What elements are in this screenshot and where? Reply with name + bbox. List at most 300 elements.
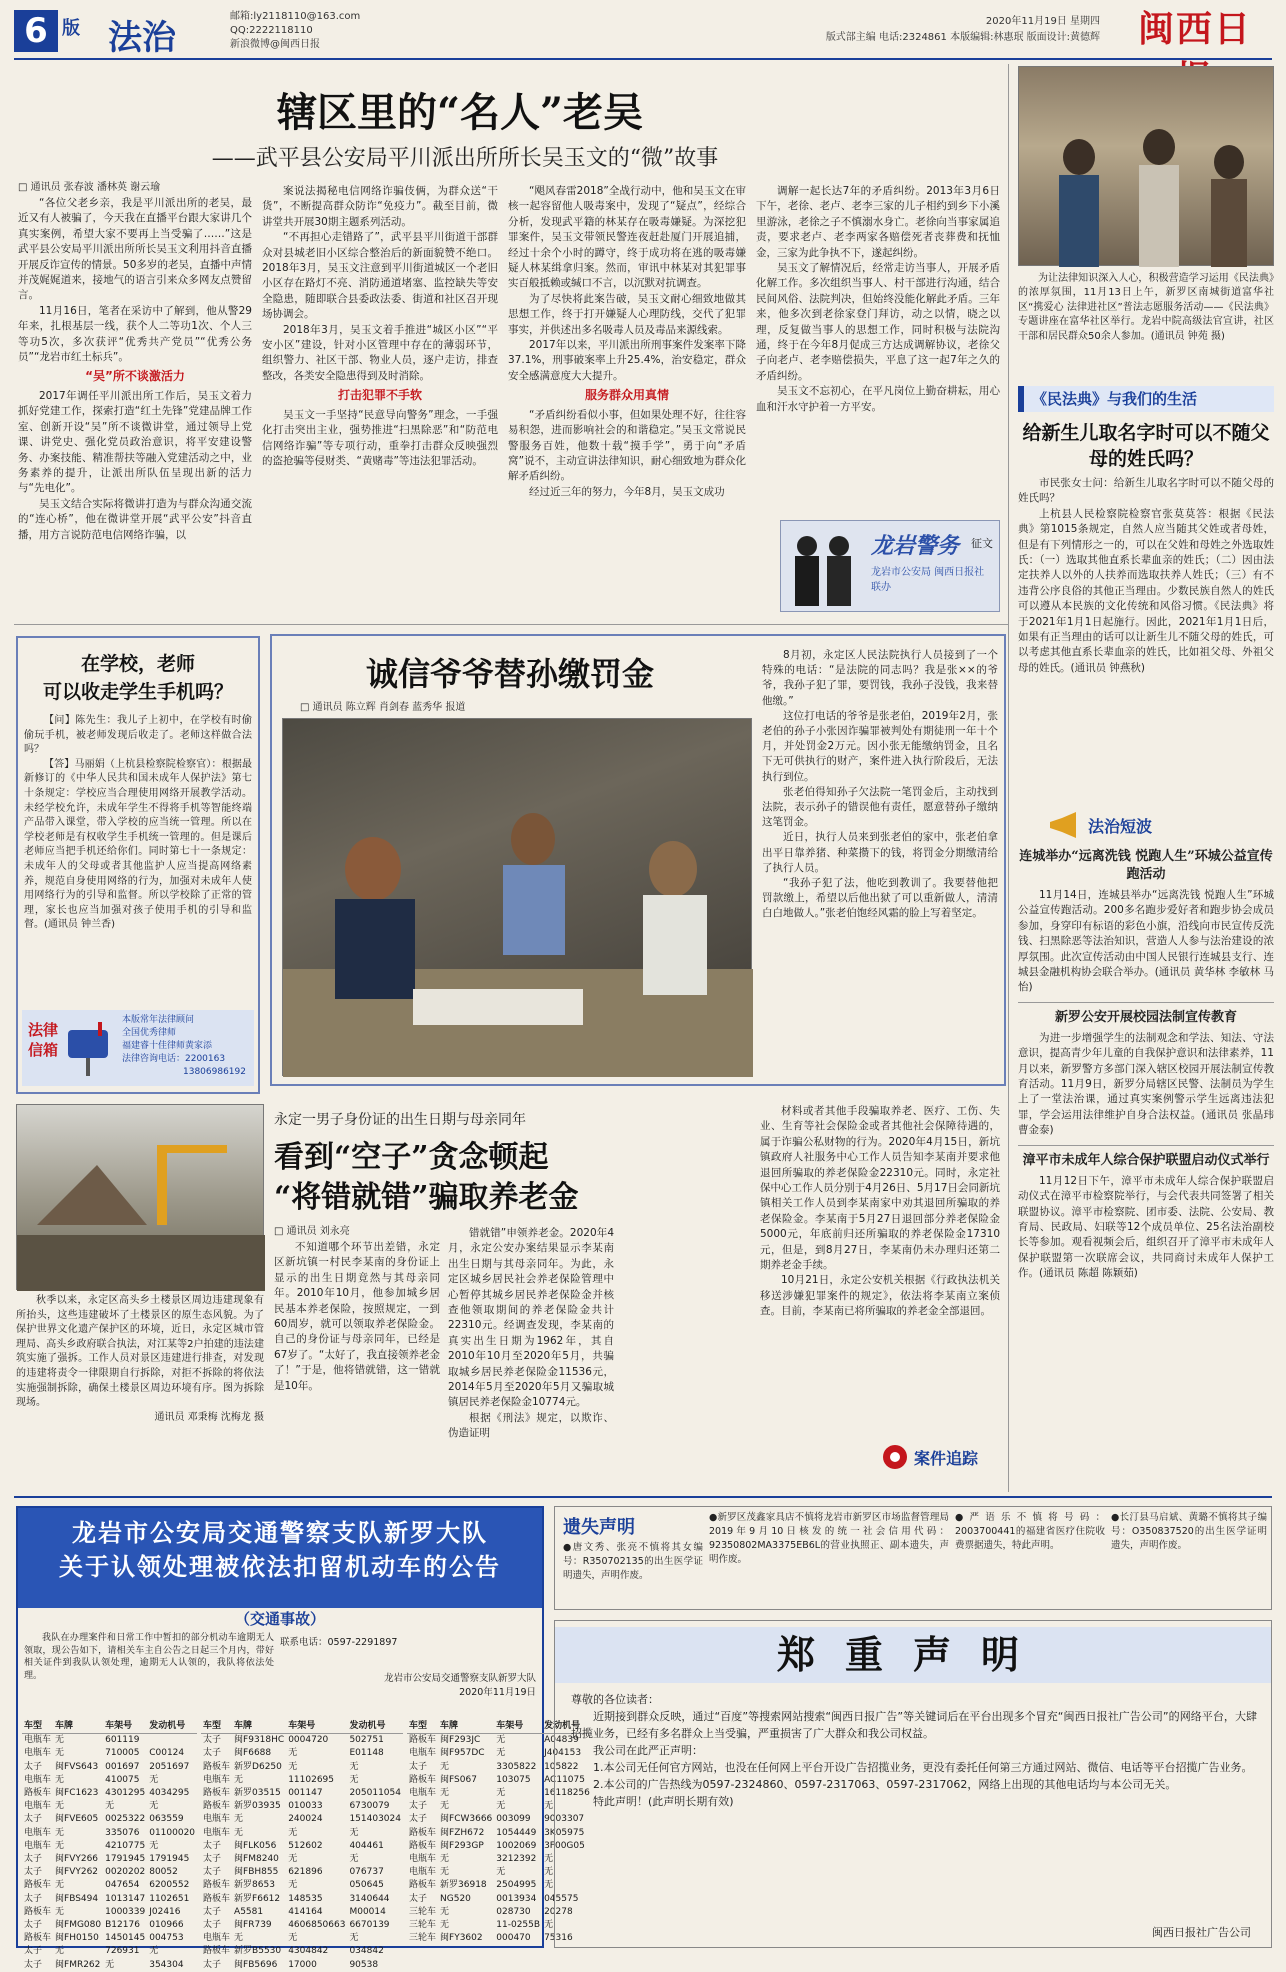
- table-cell: 闽F293JC: [440, 1735, 481, 1746]
- table-cell: 无: [288, 1761, 298, 1772]
- feature-title: 诚信爷爷替孙缴罚金: [365, 655, 654, 693]
- table-cell: 无: [55, 1801, 65, 1812]
- table-cell: 电瓶车: [24, 1827, 52, 1838]
- table-row: [201, 1787, 403, 1800]
- case-column-1: [274, 1240, 440, 1484]
- notice-intro-text: 我队在办理案件和日常工作中暂扣的部分机动车逾期无人领取，现公告如下，请相关车主自公告之日起三个月内，带好相关证件到我队认领处理，逾期无人认领的，我队将依法处理。: [24, 1633, 274, 1681]
- table-cell: 闽F6688: [234, 1748, 272, 1759]
- table-cell: 路板车: [203, 1893, 231, 1904]
- table-row: [201, 1919, 403, 1932]
- lead-p10: 为了尽快将此案告破，吴玉文耐心细致地做其思想工作，终于打开嫌疑人心理防线，交代了犯罪事实，并供述出多名吸毒人员及毒品来源线索。: [508, 292, 746, 336]
- table-cell: 闽FZH672: [440, 1827, 485, 1838]
- table-cell: 无: [288, 1933, 298, 1944]
- table-cell: 路板车: [409, 1880, 437, 1891]
- civil-code-body: [1018, 476, 1274, 806]
- table-cell: 电瓶车: [24, 1801, 52, 1812]
- col-header-plate: 车牌: [232, 1720, 286, 1734]
- table-cell: 502751: [349, 1735, 384, 1746]
- law-mailbox-ad: [22, 1010, 254, 1086]
- table-row: [22, 1945, 197, 1958]
- lost-item-text: ●唐文秀、张亮不慎将其女编号：R350702135的出生医学证明遗失，声明作废。: [563, 1542, 703, 1581]
- table-cell: 太子: [24, 1854, 43, 1865]
- lead-p16: 吴玉文不忘初心，在平凡岗位上勤奋耕耘，用心血和汗水守护着一方平安。: [756, 385, 1000, 413]
- table-cell: 路板车: [409, 1840, 437, 1851]
- case-column-2: [448, 1226, 614, 1484]
- table-cell: 410075: [105, 1774, 140, 1785]
- mailbox-icon: [64, 1018, 114, 1078]
- issue-date: 2020年11月19日 星期四: [985, 16, 1100, 27]
- table-row: [22, 1906, 197, 1919]
- table-cell: 无: [440, 1906, 450, 1917]
- short-news-body: 11月14日，连城县举办“远离洗钱 悦跑人生”环城公益宣传跑活动。200多名跑步爱好者和跑步协会成员参加，身穿印有标语的彩色小旗，沿线向市民宣传反洗钱、扫黑除恶等法治知识，营造人人参与法治建设的浓厚氛围。此次宣传活动由中国人民银行连城县支行、连城县金融机构协会联合举办。(通讯员 黄华林 李敏林 马怡): [1018, 889, 1274, 994]
- table-cell: 063559: [149, 1814, 184, 1825]
- table-cell: 414164: [288, 1906, 323, 1917]
- demolition-credit: 通讯员 邓秉梅 沈梅龙 摄: [154, 1411, 264, 1423]
- table-cell: 太子: [24, 1761, 43, 1772]
- table-cell: 205011054: [349, 1788, 401, 1799]
- issue-meta: [720, 14, 1100, 46]
- table-cell: 6670139: [349, 1920, 390, 1931]
- table-cell: 3140644: [349, 1893, 390, 1904]
- table-cell: 无: [496, 1735, 506, 1746]
- police-badge-sub: 龙岩市公安局 闽西日报社 联办: [871, 567, 985, 593]
- table-cell: 无: [55, 1735, 65, 1746]
- ad-line-4: 法律咨询电话：2200163: [122, 1054, 226, 1064]
- table-cell: 太子: [203, 1840, 222, 1851]
- lost-item-1: [563, 1541, 703, 1609]
- table-cell: 621896: [288, 1867, 323, 1878]
- feature-text: [762, 648, 998, 1078]
- table-cell: 太子: [409, 1761, 428, 1772]
- table-row: [201, 1840, 403, 1853]
- mid-rule: [14, 624, 1008, 625]
- solemn-p4: 2.本公司的广告热线为0597-2324860、0597-2317063、0597-2317062，网络上出现的其他电话均与本公司无关。: [593, 1778, 1177, 1791]
- civil-code-answer: 上杭县人民检察院检察官张莫莫答：根据《民法典》第1015条规定，自然人应当随其父姓或者母姓，但是有下列情形之一的，可以在父姓和母姓之外选取姓氏：（一）选取其他直系长辈血亲的姓氏；（二）因由法定扶养人以外的人扶养而选取扶养人姓氏；（三）有不违背公序良俗的其他正当理由。少数民族自然人的姓氏可以遵从本民族的文化传统和风俗习惯。《民法典》将于2021年1月1日起施行。因此，2021年1月1日后，如果有正当理由的话可以让新生儿不随父母的姓氏，可以考虑其他直系长辈血亲的姓氏，比如祖父母、外祖父母的姓氏。(通讯员 钟燕秋): [1018, 507, 1274, 674]
- case-p2: 错就错”申领养老金。2020年4月，永定公安办案结果显示李某南出生日期与其母亲同年。为此，永定区城乡居民社会养老保险管理中心暂停其城乡居民养老保险金并核查他领取期间的养老保险金共计22310元。经调查发现，李某南的真实出生日期为1962年，其自2010年10月至2020年5月，共骗取城乡居民养老保险金11536元，2014年5月至2020年5月又骗取城镇居民养老保险金10774元。: [448, 1227, 614, 1409]
- table-cell: 路板车: [409, 1735, 437, 1746]
- qa-answer: 【答】马丽娟（上杭县检察院检察官）：根据最新修订的《中华人民共和国未成年人保护法》第七十条规定：学校应当合理使用网络开展教学活动。未经学校允许，未成年学生不得将手机等智能终端产品带入课堂，带入学校的应当统一管理。所以在学校老师是有权收学生手机统一管理的。但是课后老师应当把手机还给你们。同时第七十一条规定：未成年人的父母或者其他监护人应当提高网络素养，规范自身使用网络的行为，加强对未成年人使用网络行为的引导和监督。所以学校除了正常的管理，家长也应当加强对孩子使用手机的引导和监督。(通讯员 钟兰香): [24, 758, 252, 931]
- notice-date: 2020年11月19日: [459, 1687, 536, 1698]
- table-cell: 路板车: [24, 1880, 52, 1891]
- contact-email: 邮箱:ly2118110@163.com: [230, 11, 361, 22]
- table-cell: 闽FBS494: [55, 1893, 99, 1904]
- table-cell: 路板车: [203, 1788, 231, 1799]
- qa-title-line1: 在学校，老师: [80, 653, 195, 675]
- vehicle-table-1: [22, 1720, 197, 1972]
- table-row: [22, 1747, 197, 1760]
- lead-p1: “各位父老乡亲，我是平川派出所的老吴，最近又有人被骗了，今天我在直播平台跟大家讲几个真实案例，希望大家不要再上当受骗了……”这是武平县公安局平川派出所所长吴玉文利用抖音直播开展反诈宣传的情景。50多岁的老吴，直播中声情并茂娓娓道来，接地气的语言引来众多网友点赞留言。: [18, 197, 252, 302]
- table-cell: 路板车: [203, 1880, 231, 1891]
- notice-signer: 龙岩市公安局交通警察支队新罗大队: [383, 1673, 536, 1684]
- table-cell: 无: [349, 1774, 359, 1785]
- table-row: [22, 1893, 197, 1906]
- table-cell: 无: [234, 1827, 244, 1838]
- ad-line-3: 福建睿十佳律师黄家添: [122, 1041, 213, 1051]
- table-cell: 太子: [24, 1959, 43, 1970]
- qa-body: [24, 714, 252, 972]
- table-cell: 路板车: [203, 1761, 231, 1772]
- table-cell: 闽FC1623: [55, 1788, 99, 1799]
- police-column-badge: [780, 520, 1000, 612]
- table-cell: 三轮车: [409, 1906, 437, 1917]
- table-cell: 路板车: [24, 1933, 52, 1944]
- notice-subtitle: （交通事故）: [234, 1610, 325, 1628]
- table-row: [22, 1866, 197, 1879]
- lead-p9: “飓风春雷2018”全战行动中，他和吴玉文在审核一起容留他人吸毒案中，发现了“疑点”，经综合分析，发现武平籍的林某存在吸毒嫌疑。为深挖犯罪案件，吴玉文带领民警连夜赶赴厦门开展追捕，经过十余个小时的蹲守，终于成功将在逃的吸毒嫌疑人林某缉拿归案。然而，审讯中林某对其犯罪事实百般抵赖或缄口不言，以沉默对抗调查。: [508, 185, 746, 290]
- feature-p1: 8月初，永定区人民法院执行人员接到了一个特殊的电话：“是法院的同志吗？我是张××的爷爷，我孙子犯了罪，要罚钱，我孙子没钱，我来替他缴。”: [762, 649, 998, 707]
- table-row: [201, 1827, 403, 1840]
- feature-photo: [282, 718, 752, 1076]
- table-cell: 1102651: [149, 1893, 190, 1904]
- table-cell: 3F00G05: [544, 1840, 585, 1851]
- lead-p13: 经过近三年的努力，今年8月，吴玉文成功: [529, 485, 725, 498]
- table-cell: 新罗36918: [440, 1880, 487, 1891]
- table-cell: 新罗03935: [234, 1801, 281, 1812]
- table-cell: 354304: [149, 1959, 184, 1970]
- table-cell: 闽FR739: [234, 1920, 272, 1931]
- table-cell: 001697: [105, 1761, 140, 1772]
- notice-contact: 联系电话：0597-2291897: [280, 1637, 398, 1648]
- right-column-rule: [1008, 64, 1009, 1492]
- ads-rule: [14, 1496, 1272, 1498]
- table-cell: 4606850663: [288, 1920, 346, 1931]
- short-news-body: 为进一步增强学生的法制观念和学法、知法、守法意识，提高青少年儿童的自我保护意识和法律素养，11月以来，新罗警方多部门深入辖区校园开展法制宣传教育活动。11月9日，新罗分局辖区民警、法制员为学生上了一堂法治课，通过真实案例警示学生远离违法犯罪，学会运用法律维护自身合法权益。(通讯员 张晶玮 曹金泰): [1018, 1031, 1274, 1137]
- table-cell: 6200552: [149, 1880, 190, 1891]
- short-news-title: 新罗公安开展校园法制宣传教育: [1054, 1009, 1237, 1025]
- editor-credits: 版式部主编 电话:2324861 本版编辑:林惠珉 版面设计:黄德辉: [825, 32, 1100, 43]
- table-cell: 无: [496, 1867, 506, 1878]
- demolition-caption-text: 秋季以来，永定区高头乡土楼景区周边违建现象有所抬头，这些违建破坏了土楼景区的原生态风貌。为了保护世界文化遗产保护区的环境，近日，永定区城市管理局、高头乡政府联合执法，对江某等2户拍建的违法建筑实施了强拆。工作人员对景区违建进行排查，对发现的违建将责令一律限期自行拆除，对拒不拆除的将依法实施强制拆除，确保土楼景区周边环境有序。图为拆除现场。: [16, 1295, 264, 1409]
- table-cell: 无: [149, 1840, 159, 1851]
- divider: [1018, 1145, 1274, 1146]
- table-row: [22, 1761, 197, 1774]
- lead-column-2: [262, 184, 498, 616]
- case-tracking-badge: [880, 1438, 1000, 1478]
- notice-header: [18, 1508, 542, 1608]
- table-cell: 无: [349, 1854, 359, 1865]
- short-news-title: 连城举办“远离洗钱 悦跑人生”环城公益宣传跑活动: [1019, 849, 1273, 882]
- table-cell: 105822: [544, 1761, 579, 1772]
- solemn-p1: 近期接到群众反映，通过“百度”等搜索网站搜索“闽西日报广告”等关键词后在平台出现多个冒充“闽西日报社广告公司”的网络平台，大肆招揽业务，已经有多名群众上当受骗，严重损害了广大群众和我公司权益。: [571, 1710, 1257, 1740]
- table-cell: 闽FVE605: [55, 1814, 99, 1825]
- table-cell: 无: [288, 1880, 298, 1891]
- lost-notices: [554, 1506, 1272, 1610]
- table-row: [201, 1853, 403, 1866]
- table-cell: 无: [105, 1959, 115, 1970]
- civil-code-section-header: 《民法典》与我们的生活: [1018, 386, 1274, 412]
- table-cell: 20278: [544, 1906, 573, 1917]
- police-badge-name: 龙岩警务: [871, 534, 960, 559]
- table-cell: 电瓶车: [24, 1774, 52, 1785]
- table-cell: 太子: [24, 1920, 43, 1931]
- table-cell: AC11075: [544, 1774, 585, 1785]
- table-row: [22, 1827, 197, 1840]
- table-cell: 新罗03515: [234, 1788, 281, 1799]
- contact-info: [230, 10, 360, 52]
- table-cell: 新罗D6250: [234, 1761, 282, 1772]
- case-byline: □ 通讯员 刘永亮: [274, 1226, 350, 1237]
- table-cell: J02416: [149, 1906, 181, 1917]
- table-cell: 闽FVY266: [55, 1854, 99, 1865]
- table-cell: 太子: [203, 1959, 222, 1970]
- table-cell: 240024: [288, 1814, 323, 1825]
- table-cell: 010966: [149, 1920, 184, 1931]
- table-cell: 路板车: [203, 1801, 231, 1812]
- table-cell: 闽FLK056: [234, 1840, 277, 1851]
- table-row: [201, 1734, 403, 1748]
- demolition-site-icon: [17, 1105, 265, 1291]
- case-p1: 不知道哪个环节出差错，永定区新坑镇一村民李某南的身份证上显示的出生日期竟然与其母亲同年。2010年10月，他参加城乡居民基本养老保险，按照规定，一到60周岁，就可以领取养老保险金。自己的身份证与母亲同年，已经是67岁了。“太好了，我直接领养老金了！”于是，他将错就错，这一错就是10年。: [274, 1241, 440, 1392]
- table-cell: 闽F9318HC: [234, 1735, 285, 1746]
- table-cell: 太子: [24, 1814, 43, 1825]
- table-cell: M00014: [349, 1906, 386, 1917]
- lost-item-3: [955, 1511, 1105, 1609]
- table-row: [201, 1893, 403, 1906]
- notice-intro: [24, 1632, 274, 1718]
- table-cell: 闽FB5696: [234, 1959, 278, 1970]
- table-row: [22, 1932, 197, 1945]
- table-cell: 01100020: [149, 1827, 196, 1838]
- table-row: [201, 1879, 403, 1892]
- table-cell: 000470: [496, 1933, 531, 1944]
- table-cell: 710005: [105, 1748, 140, 1759]
- table-cell: 路板车: [409, 1774, 437, 1785]
- table-cell: 076737: [349, 1867, 384, 1878]
- feature-p3: 张老伯得知孙子欠法院一笔罚金后，主动找到法院，表示孙子的错误他有责任，愿意替孙子缴纳这笔罚金。: [762, 785, 998, 829]
- table-cell: 电瓶车: [24, 1735, 52, 1746]
- table-cell: 4304842: [288, 1946, 329, 1957]
- table-cell: 3K05975: [544, 1827, 585, 1838]
- table-cell: 050645: [349, 1880, 384, 1891]
- table-cell: 无: [440, 1854, 450, 1865]
- col-header-type: 车型: [201, 1720, 232, 1734]
- table-row: [201, 1761, 403, 1774]
- short-news-list: [1018, 846, 1274, 1486]
- notice-title-line1: 龙岩市公安局交通警察支队新罗大队: [72, 1519, 488, 1547]
- demolition-photo: [16, 1104, 264, 1290]
- police-officers-icon: [785, 522, 865, 612]
- table-cell: 闽FH0150: [55, 1933, 99, 1944]
- table-cell: 无: [349, 1933, 359, 1944]
- table-cell: 726931: [105, 1946, 140, 1957]
- table-cell: 电瓶车: [409, 1748, 437, 1759]
- megaphone-icon: [1048, 812, 1082, 838]
- vehicle-table-2: [201, 1720, 403, 1972]
- table-cell: 闽F957DC: [440, 1748, 485, 1759]
- col-header-plate: 车牌: [438, 1720, 494, 1734]
- col-header-engine: 发动机号: [147, 1720, 197, 1734]
- solemn-signer: 闽西日报社广告公司: [1152, 1925, 1251, 1939]
- lost-item-2: [709, 1511, 949, 1609]
- table-row: [201, 1866, 403, 1879]
- lead-p3: 2017年调任平川派出所工作后，吴玉文着力抓好党建工作，探索打造“红土先锋”党建品牌工作室、创新开设“吴”所不谈微讲堂，通过领导上党课、讲党史、强化党员政治意识，将平安建设警务、办案技能、精准帮扶等融入党建活动之中，业务素养的提升，让派出所队伍呈现出新的活力与“先电化”。: [18, 389, 252, 495]
- law-mailbox-details: [122, 1014, 252, 1079]
- table-cell: 无: [55, 1748, 65, 1759]
- table-cell: 无: [496, 1788, 506, 1799]
- solemn-p3: 1.本公司无任何官方网站，也没在任何网上平台开设广告招揽业务，更没有委托任何第三方通过网站、微信、电话等平台招揽广告业务。: [593, 1761, 1253, 1774]
- table-cell: E01148: [349, 1748, 384, 1759]
- table-row: [22, 1919, 197, 1932]
- table-cell: 003099: [496, 1814, 531, 1825]
- table-row: [22, 1959, 197, 1972]
- lost-item-text: ●严语乐不慎将号码：2003700441的福建省医疗住院收费票据遗失，特此声明。: [955, 1512, 1105, 1551]
- table-cell: 三轮车: [409, 1933, 437, 1944]
- case-p3: 根据《刑法》规定，以欺诈、伪造证明: [448, 1411, 614, 1440]
- table-cell: 闽FMR262: [55, 1959, 101, 1970]
- table-row: [22, 1800, 197, 1813]
- table-row: [22, 1840, 197, 1853]
- police-badge-tag: 征文: [971, 537, 993, 550]
- table-cell: 无: [496, 1801, 506, 1812]
- solemn-body: [571, 1691, 1257, 1921]
- table-cell: 闽FBH855: [234, 1867, 279, 1878]
- table-cell: 闽FM8240: [234, 1854, 279, 1865]
- lead-column-4: [756, 184, 1000, 514]
- table-cell: 047654: [105, 1880, 140, 1891]
- table-cell: 路板车: [203, 1946, 231, 1957]
- table-row: [22, 1787, 197, 1800]
- table-cell: 无: [288, 1854, 298, 1865]
- table-cell: 新罗8653: [234, 1880, 275, 1891]
- table-cell: 2051697: [149, 1761, 190, 1772]
- table-cell: 028730: [496, 1906, 531, 1917]
- table-row: [201, 1945, 403, 1958]
- table-cell: 6730079: [349, 1801, 390, 1812]
- table-cell: 闽FVS643: [55, 1761, 99, 1772]
- table-cell: 新罗B5530: [234, 1946, 282, 1957]
- table-cell: 无: [496, 1748, 506, 1759]
- table-cell: 1054449: [496, 1827, 537, 1838]
- table-cell: 0025322: [105, 1814, 146, 1825]
- table-cell: 电瓶车: [203, 1827, 231, 1838]
- table-cell: 闽FS067: [440, 1774, 477, 1785]
- table-row: [201, 1800, 403, 1813]
- lead-column-3: [508, 184, 746, 616]
- table-cell: 无: [544, 1867, 554, 1878]
- table-cell: 4301295: [105, 1788, 146, 1799]
- table-cell: 512602: [288, 1840, 323, 1851]
- table-cell: 电瓶车: [24, 1748, 52, 1759]
- table-cell: [147, 1734, 197, 1748]
- lost-item-4: [1111, 1511, 1267, 1609]
- table-cell: 1450145: [105, 1933, 146, 1944]
- lead-p2: 11月16日，笔者在采访中了解到，他从警29年来，扎根基层一线，获个人二等功1次、个人三等功5次，多次获评“优秀共产党员”“优秀公务员”“龙岩市红土标兵”。: [18, 304, 252, 364]
- table-cell: 010033: [288, 1801, 323, 1812]
- lead-subhead-1: “吴”所不谈激活力: [85, 369, 185, 384]
- demolition-caption: [16, 1294, 264, 1476]
- table-cell: 太子: [24, 1867, 43, 1878]
- table-row: [22, 1879, 197, 1892]
- table-cell: 045575: [544, 1893, 579, 1904]
- table-cell: 4210775: [105, 1840, 146, 1851]
- feature-p4: 近日，执行人员来到张老伯的家中，张老伯拿出平日靠养猪、种菜攒下的钱，将罚金分期缴清给了执行人员。: [762, 831, 998, 874]
- table-cell: 无: [349, 1761, 359, 1772]
- ad-line-5: 13806986192: [183, 1067, 246, 1077]
- table-row: [201, 1747, 403, 1760]
- feature-p2: 这位打电话的爷爷是张老伯，2019年2月，张老伯的孙子小张因诈骗罪被判处有期徒刑一年十个月，并处罚金2万元。因小张无能缴纳罚金，且名下无可供执行的财产，案件进入执行阶段后，无法执行到位。: [762, 709, 998, 783]
- law-lecture-photo: [1018, 66, 1274, 266]
- table-cell: 无: [544, 1920, 554, 1931]
- table-cell: 无: [149, 1946, 159, 1957]
- table-cell: 无: [288, 1827, 298, 1838]
- lead-p8: 吴玉文一手坚持“民意导向警务”理念，一手强化打击突出主业，强势推进“扫黑除恶”和“防范电信网络诈骗”等专项行动，重拳打击群众反映强烈的盗抢骗等侵财类、“黄赌毒”等违法犯罪活动。: [262, 408, 498, 467]
- short-news-tag: 法治短波: [1088, 817, 1153, 836]
- table-cell: 11102695: [288, 1774, 334, 1785]
- case-kicker: 永定一男子身份证的出生日期与母亲同年: [274, 1112, 526, 1128]
- table-cell: 新罗F6612: [234, 1893, 281, 1904]
- lead-p12: “矛盾纠纷看似小事，但如果处理不好，往往容易积怨，进而影响社会的和谐稳定。”吴玉文常说民警服务百姓，他数十载“摸手学”，勇于向“矛盾窝”说不，主动宣讲法律知识，耐心细致地为群众化解矛盾纠纷。: [508, 408, 746, 483]
- table-cell: 034842: [349, 1946, 384, 1957]
- table-cell: 无: [440, 1801, 450, 1812]
- table-cell: 无: [105, 1801, 115, 1812]
- notice-contact-block: [280, 1636, 536, 1700]
- courtroom-scene-icon: [283, 719, 753, 1077]
- short-news-item: [1018, 848, 1274, 996]
- table-cell: 太子: [203, 1735, 222, 1746]
- table-row: [22, 1813, 197, 1826]
- table-cell: 太子: [409, 1801, 428, 1812]
- table-cell: B12176: [105, 1920, 140, 1931]
- law-mailbox-label: 法律信箱: [28, 1021, 59, 1059]
- table-cell: 1791945: [149, 1854, 190, 1865]
- table-cell: 太子: [24, 1893, 43, 1904]
- table-cell: 3305822: [496, 1761, 537, 1772]
- table-cell: 103075: [496, 1774, 531, 1785]
- table-cell: 3212392: [496, 1854, 537, 1865]
- table-cell: 闽FVY262: [55, 1867, 99, 1878]
- lead-p6: “不再担心走错路了”，武平县平川街道干部群众对县城老旧小区综合整治后的新面貌赞不绝口。2018年3月，吴玉文注意到平川街道城区一个老旧小区存在路灯不亮、消防通道堵塞、监控缺失等安全隐患，随即联合县委政法委、街道和社区召开现场协调会。: [262, 231, 498, 321]
- civil-code-question: 市民张女士问：给新生儿取名字时可以不随父母的姓氏吗？: [1018, 477, 1274, 505]
- page-suffix: 版: [62, 18, 80, 39]
- qa-title: [24, 650, 252, 706]
- col-header-engine: 发动机号: [542, 1720, 592, 1734]
- short-news-item: [1018, 1152, 1274, 1282]
- lead-p14: 调解一起长达7年的矛盾纠纷。2013年3月6日下午，老徐、老卢、老李三家的儿子相约到乡下小溪里游泳，老徐之子不慎溺水身亡。老徐向当事家属追责，要求老卢、老李两家各赔偿死者丧葬费和抚恤金，三家为此争执不下，遂起纠纷。: [756, 185, 1000, 259]
- col-header-frame: 车架号: [103, 1720, 147, 1734]
- case-title: [274, 1138, 754, 1218]
- contact-qq: QQ:2222118110: [230, 25, 313, 36]
- table-row: [201, 1932, 403, 1945]
- table-cell: A04839: [544, 1735, 579, 1746]
- table-cell: 17000: [288, 1959, 317, 1970]
- table-cell: 80052: [149, 1867, 178, 1878]
- table-cell: C00124: [149, 1748, 185, 1759]
- table-cell: 无: [234, 1814, 244, 1825]
- table-cell: 1000339: [105, 1906, 146, 1917]
- table-cell: 404461: [349, 1840, 384, 1851]
- lead-title: 辖区里的“名人”老吴: [276, 89, 643, 136]
- table-cell: 90538: [349, 1959, 379, 1970]
- case-p4: 材料或者其他手段骗取养老、医疗、工伤、失业、生育等社会保险金或者其他社会保障待遇的，属于诈骗公私财物的行为。2020年4月15日，新坑镇政府人社服务中心工作人员告知李某南并要求他退回所骗取的养老保险金22310元。同时，永定社保中心工作人员分别于4月26日、5月17日会同新坑镇相关工作人员到李某南家中劝其退回所骗取的养老保险金。李某南于5月27日退回部分养老保险金5000元，年底前归还所骗取的养老保险金17310元，但是，到8月27日，李某南仍未办理归还第二期养老金手续。: [760, 1105, 1000, 1272]
- qa-title-line2: 可以收走学生手机吗？: [42, 681, 233, 703]
- table-cell: 无: [149, 1774, 159, 1785]
- table-row: [201, 1774, 403, 1787]
- table-cell: 001147: [288, 1788, 323, 1799]
- civil-code-title: 给新生儿取名字时可以不随父母的姓氏吗？: [1022, 422, 1270, 470]
- table-cell: 太子: [203, 1920, 222, 1931]
- lead-subhead-2: 打击犯罪不手软: [337, 388, 422, 403]
- solemn-p2: 我公司在此严正声明：: [593, 1744, 703, 1757]
- solemn-greeting: 尊敬的各位读者：: [571, 1693, 659, 1706]
- lead-p15: 吴玉文了解情况后，经常走访当事人，开展矛盾化解工作。多次组织当事人、村干部进行沟通，结合民间风俗、法院判决，但始终没能化解此矛盾。三年来，他多次到老徐家登门拜访，动之以情，晓之以理，反复做当事人的思想工作，同时积极与法院沟通，终于在今年8月促成三方达成调解协议，老徐父子向老卢、老李赔偿损失，平息了这一起7年之久的矛盾纠纷。: [756, 262, 1000, 382]
- table-cell: 电瓶车: [203, 1774, 231, 1785]
- table-cell: 1013147: [105, 1893, 146, 1904]
- table-cell: 无: [55, 1827, 65, 1838]
- table-cell: A5581: [234, 1906, 264, 1917]
- table-cell: 闽FMG080: [55, 1920, 102, 1931]
- lost-title: 遗失声明: [563, 1517, 635, 1538]
- table-cell: 闽F293GP: [440, 1840, 484, 1851]
